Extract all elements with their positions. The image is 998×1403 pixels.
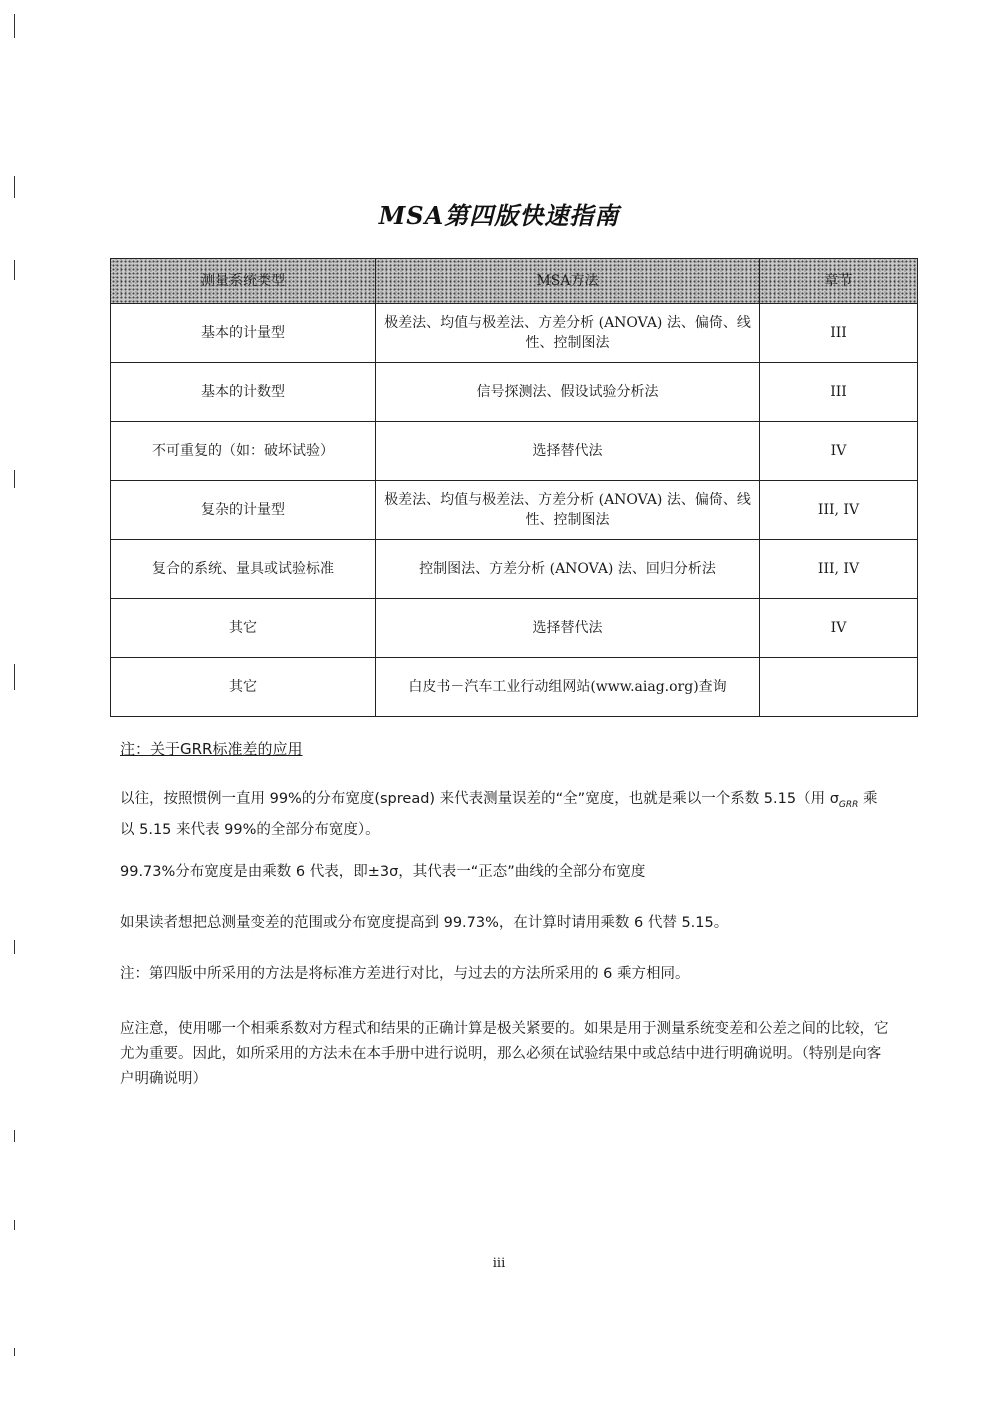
cell-msa-method: 控制图法、方差分析 (ANOVA) 法、回归分析法 bbox=[376, 540, 760, 599]
table-row bbox=[111, 658, 918, 717]
paragraph-text: 乘以 5.15 来代表 99%的全部分布宽度）。 bbox=[120, 791, 878, 838]
table-row bbox=[111, 481, 918, 540]
page-number: iii bbox=[492, 1256, 506, 1271]
cell-msa-method: 信号探测法、假设试验分析法 bbox=[376, 363, 760, 422]
cell-msa-method: 选择替代法 bbox=[376, 422, 760, 481]
paragraph-spread-history bbox=[120, 787, 890, 843]
cell-system-type: 基本的计量型 bbox=[111, 304, 376, 363]
column-header-system-type: 测量系统类型 bbox=[111, 259, 376, 304]
cell-system-type: 复合的系统、量具或试验标准 bbox=[111, 540, 376, 599]
grr-subscript: GRR bbox=[838, 799, 859, 810]
cell-chapter: IV bbox=[760, 422, 918, 481]
table-row bbox=[111, 422, 918, 481]
table-row bbox=[111, 599, 918, 658]
scan-edge-mark bbox=[14, 260, 15, 280]
scan-edge-mark bbox=[14, 940, 15, 954]
scan-edge-mark bbox=[14, 1130, 15, 1142]
scan-edge-mark bbox=[14, 1348, 15, 1356]
cell-system-type: 不可重复的（如：破坏试验） bbox=[111, 422, 376, 481]
msa-guide-table bbox=[110, 258, 918, 717]
cell-system-type: 其它 bbox=[111, 599, 376, 658]
paragraph-reader-note: 如果读者想把总测量变差的范围或分布宽度提高到 99.73%，在计算时请用乘数 6 代替 5.15。 bbox=[120, 915, 729, 931]
paragraph-multiplier-six: 99.73%分布宽度是由乘数 6 代表，即±3σ，其代表一“正态”曲线的全部分布宽度 bbox=[120, 864, 646, 880]
cell-chapter bbox=[760, 658, 918, 717]
table-header-row bbox=[111, 259, 918, 304]
cell-system-type: 基本的计数型 bbox=[111, 363, 376, 422]
cell-chapter: III, IV bbox=[760, 540, 918, 599]
scan-edge-mark bbox=[14, 664, 15, 690]
cell-msa-method: 极差法、均值与极差法、方差分析 (ANOVA) 法、偏倚、线性、控制图法 bbox=[376, 481, 760, 540]
column-header-msa-method: MSA方法 bbox=[376, 259, 760, 304]
document-title: MSA第四版快速指南 bbox=[378, 201, 620, 230]
scan-edge-mark bbox=[14, 176, 15, 198]
scan-edge-mark bbox=[14, 14, 15, 38]
cell-msa-method: 白皮书－汽车工业行动组网站(www.aiag.org)查询 bbox=[376, 658, 760, 717]
paragraph-text: 以往，按照惯例一直用 99%的分布宽度(spread) 来代表测量误差的“全”宽度，也就是乘以一个系数 5.15（用 σ bbox=[120, 791, 839, 807]
cell-msa-method: 极差法、均值与极差法、方差分析 (ANOVA) 法、偏倚、线性、控制图法 bbox=[376, 304, 760, 363]
column-header-chapter: 章节 bbox=[760, 259, 918, 304]
cell-chapter: III bbox=[760, 304, 918, 363]
scan-edge-mark bbox=[14, 1220, 15, 1230]
cell-system-type: 其它 bbox=[111, 658, 376, 717]
table-row bbox=[111, 363, 918, 422]
cell-chapter: III, IV bbox=[760, 481, 918, 540]
note-heading: 注：关于GRR标准差的应用 bbox=[120, 740, 303, 758]
paragraph-fourth-edition-note: 注：第四版中所采用的方法是将标准方差进行对比，与过去的方法所采用的 6 乘方相同。 bbox=[120, 966, 690, 982]
table-row bbox=[111, 304, 918, 363]
cell-system-type: 复杂的计量型 bbox=[111, 481, 376, 540]
cell-chapter: IV bbox=[760, 599, 918, 658]
scan-edge-mark bbox=[14, 470, 15, 488]
cell-msa-method: 选择替代法 bbox=[376, 599, 760, 658]
paragraph-caution: 应注意，使用哪一个相乘系数对方程式和结果的正确计算是极关紧要的。如果是用于测量系统变差和公差之间的比较，它尤为重要。因此，如所采用的方法未在本手册中进行说明，那么必须在试验结果中或总结中进行明确说明。（特别是向客户明确说明） bbox=[120, 1021, 889, 1087]
table-row bbox=[111, 540, 918, 599]
cell-chapter: III bbox=[760, 363, 918, 422]
